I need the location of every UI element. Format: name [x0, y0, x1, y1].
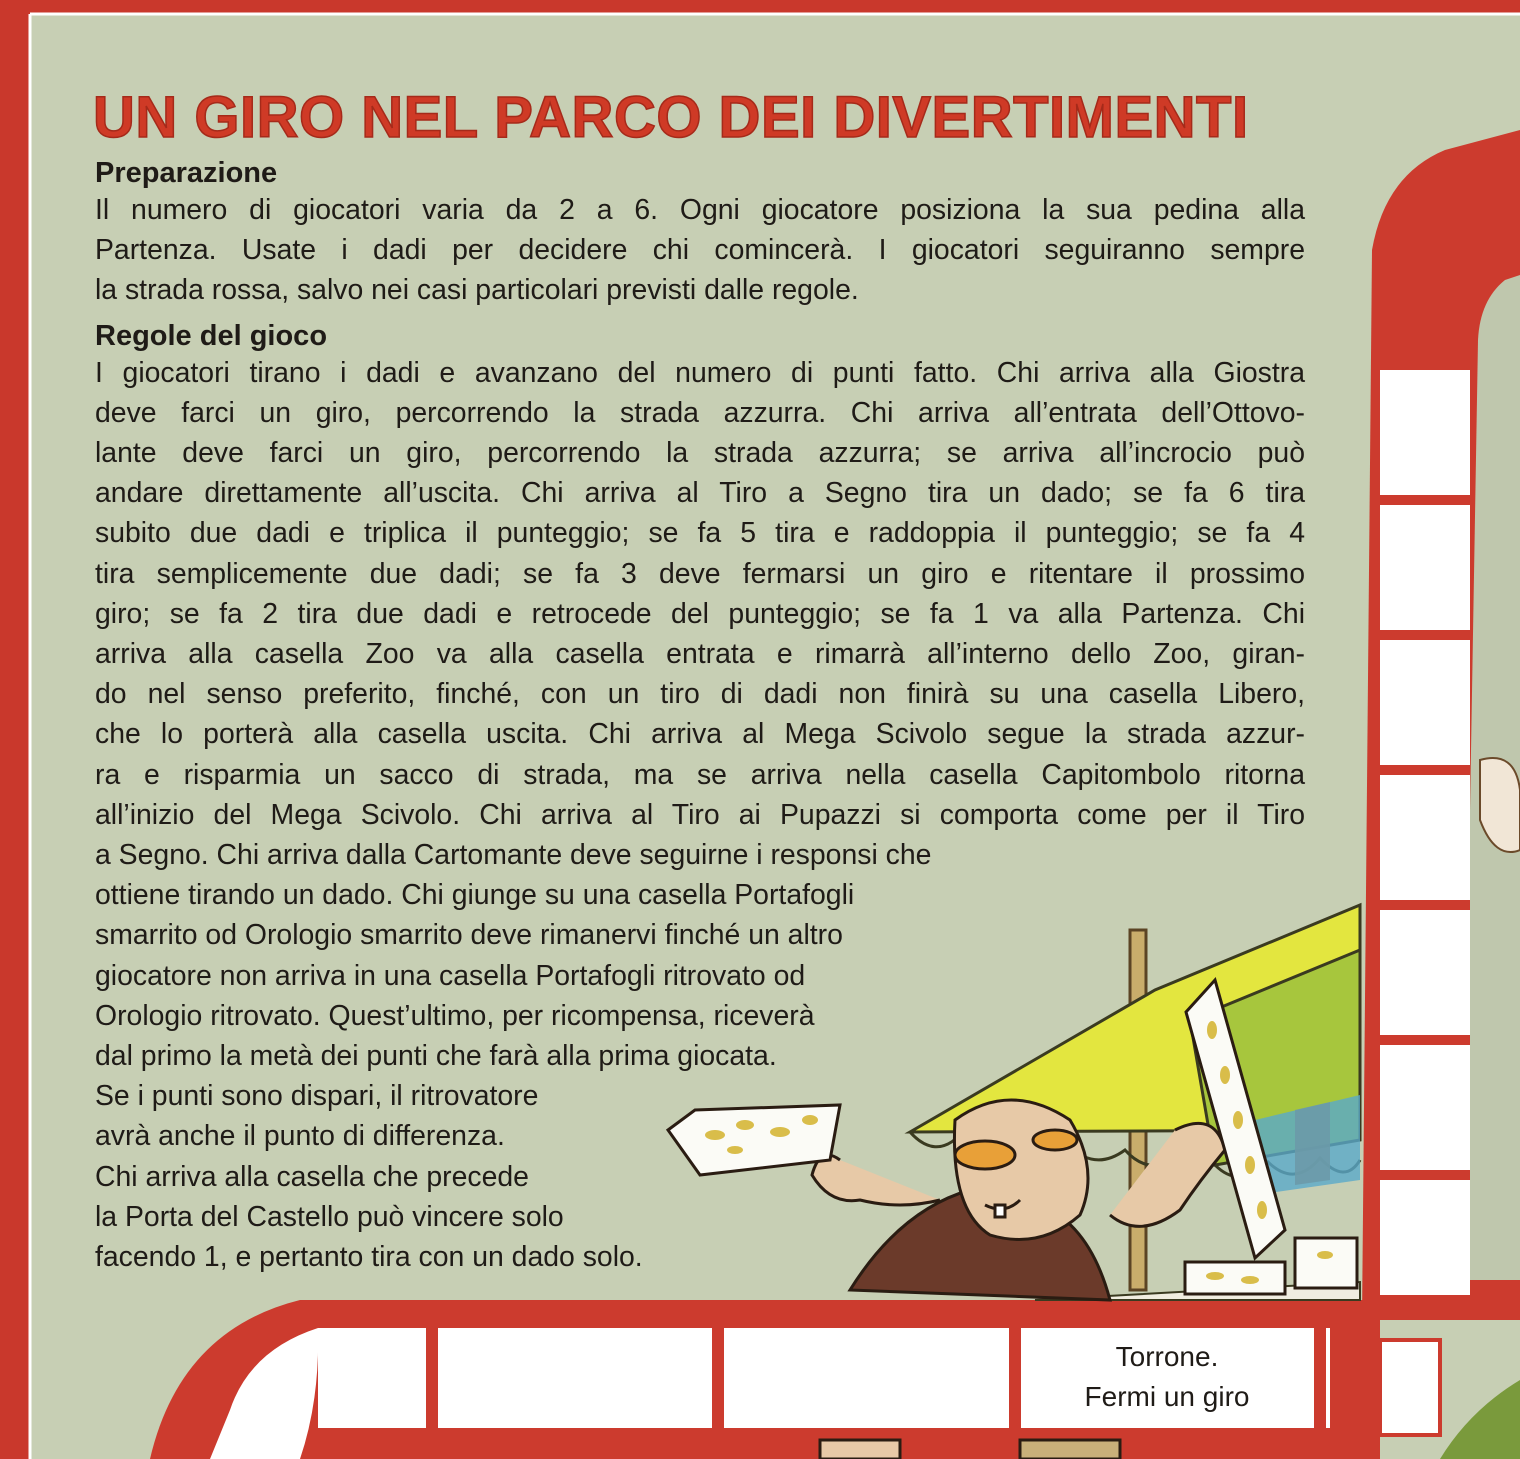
prep-line: la strada rossa, salvo nei casi particolari previsti dalle regole. [95, 274, 859, 307]
rules-line: giocatore non arriva in una casella Portafogli ritrovato od [95, 959, 806, 992]
page-title: UN GIRO NEL PARCO DEI DIVERTIMENTI [93, 85, 1249, 150]
rules-line: I giocatori tirano i dadi e avanzano del numero di punti fatto. Chi arriva alla Giostra [95, 356, 1305, 389]
preparazione-text [95, 190, 1305, 311]
rules-line: deve farci un giro, percorrendo la strada azzurra. Chi arriva all’entrata dell’Ottovo- [95, 396, 1305, 429]
rules-line: ottiene tirando un dado. Chi giunge su una casella Portafogli [95, 879, 855, 912]
rules-line: smarrito od Orologio smarrito deve rimanervi finché un altro [95, 919, 843, 952]
board-track-bottom [150, 1300, 1520, 1459]
rules-line: lante deve farci un giro, percorrendo la strada azzurra; se arriva all’incrocio può [95, 437, 1305, 470]
board-cell-line1: Torrone. [1115, 1341, 1219, 1372]
rules-line: Chi arriva alla casella che precede [95, 1160, 529, 1193]
rules-line: la Porta del Castello può vincere solo [95, 1200, 564, 1233]
prep-line: Partenza. Usate i dadi per decidere chi comincerà. I giocatori seguiranno sempre [95, 234, 1305, 267]
rules-line: a Segno. Chi arriva dalla Cartomante deve seguirne i responsi che [95, 839, 932, 872]
heading-regole: Regole del gioco [95, 319, 328, 352]
board-cell-line2: Fermi un giro [1084, 1381, 1250, 1412]
rules-line: do nel senso preferito, finché, con un tiro di dadi non finirà su una casella Libero, [95, 678, 1305, 711]
board-cell-torrone [1022, 1337, 1312, 1417]
rules-line: giro; se fa 2 tira due dadi e retrocede del punteggio; se fa 1 va alla Partenza. Chi [95, 597, 1305, 630]
rules-line: facendo 1, e pertanto tira con un dado solo. [95, 1241, 643, 1274]
heading-preparazione: Preparazione [95, 157, 278, 189]
rules-line: ra e risparmia un sacco di strada, ma se arriva nella casella Capitombolo ritorna [95, 758, 1305, 791]
rules-line: che lo porterà alla casella uscita. Chi arriva al Mega Scivolo segue la strada azzur- [95, 718, 1305, 751]
rules-line: subito due dadi e triplica il punteggio; se fa 5 tira e raddoppia il punteggio; se fa 4 [95, 517, 1305, 550]
rules-line: tira semplicemente due dadi; se fa 3 deve fermarsi un giro e ritentare il prossimo [95, 557, 1305, 590]
board-track-right [1362, 130, 1520, 1320]
rules-line: dal primo la metà dei punti che farà alla prima giocata. [95, 1040, 777, 1073]
rules-text-block [95, 86, 1305, 1277]
rules-line: Se i punti sono dispari, il ritrovatore [95, 1080, 539, 1113]
rules-line: andare direttamente all’uscita. Chi arriva al Tiro a Segno tira un dado; se fa 6 tira [95, 477, 1305, 510]
rules-line: avrà anche il punto di differenza. [95, 1120, 505, 1153]
regole-text-wide [95, 353, 1305, 835]
rules-line: arriva alla casella Zoo va alla casella entrata e rimarrà all’interno dello Zoo, giran- [95, 638, 1305, 671]
rules-line: all’inizio del Mega Scivolo. Chi arriva al Tiro ai Pupazzi si comporta come per il Tiro [95, 798, 1305, 831]
regole-text-narrow [95, 835, 1305, 1277]
prep-line: Il numero di giocatori varia da 2 a 6. Ogni giocatore posiziona la sua pedina alla [95, 194, 1305, 226]
rules-line: Orologio ritrovato. Quest’ultimo, per ricompensa, riceverà [95, 999, 815, 1032]
